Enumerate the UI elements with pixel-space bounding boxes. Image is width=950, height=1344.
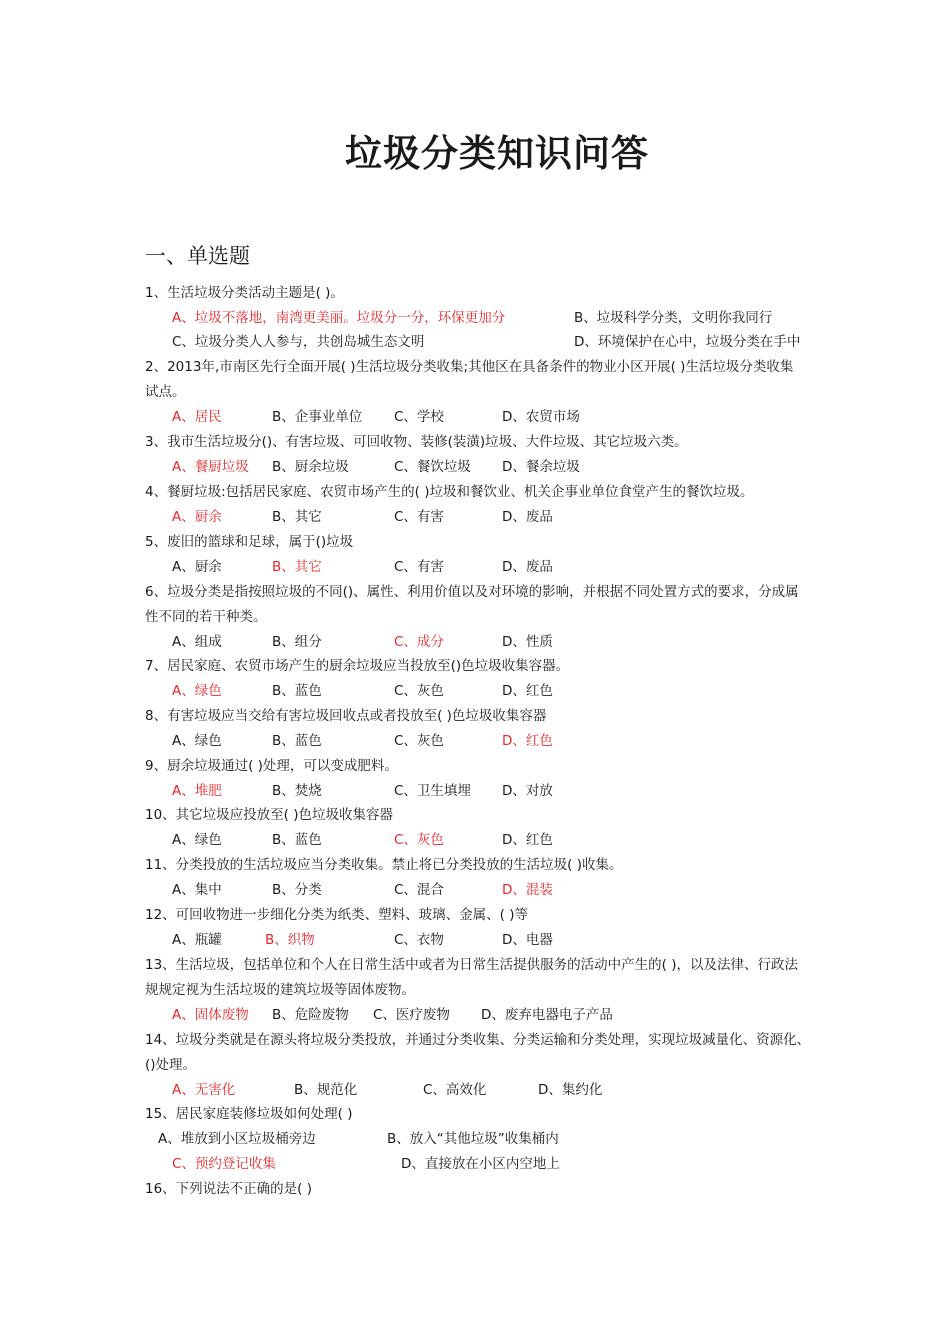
option-a: A、绿色 <box>172 832 222 848</box>
question-13: 13、生活垃圾，包括单位和个人在日常生活中或者为日常生活提供服务的活动中产生的( )，以及法律、行政法 <box>145 957 799 973</box>
section-heading: 一、单选题 <box>145 244 250 268</box>
option-b: B、蓝色 <box>272 832 322 848</box>
option-b: B、危险废物 <box>272 1007 349 1023</box>
option-b-correct: B、其它 <box>272 559 322 575</box>
option-c: C、餐饮垃圾 <box>394 459 471 475</box>
option-b: B、组分 <box>272 634 322 650</box>
option-c: C、垃圾分类人人参与，共创岛城生态文明 <box>172 334 425 350</box>
question-14: 14、垃圾分类就是在源头将垃圾分类投放，并通过分类收集、分类运输和分类处理，实现垃圾减量化、资源化、 <box>145 1032 811 1048</box>
option-a-correct: A、固体废物 <box>172 1007 249 1023</box>
option-a: A、组成 <box>172 634 222 650</box>
question-4: 4、餐厨垃圾:包括居民家庭、农贸市场产生的( )垃圾和餐饮业、机关企事业单位食堂产生的餐饮垃圾。 <box>145 484 754 500</box>
option-b: B、分类 <box>272 882 322 898</box>
question-6: 6、垃圾分类是指按照垃圾的不同()、属性、利用价值以及对环境的影响，并根据不同处置方式的要求，分成属 <box>145 584 799 600</box>
question-9: 9、厨余垃圾通过( )处理，可以变成肥料。 <box>145 758 398 774</box>
option-a: A、绿色 <box>172 733 222 749</box>
option-d: D、红色 <box>502 683 553 699</box>
option-d: D、废品 <box>502 559 553 575</box>
option-d: D、电器 <box>502 932 553 948</box>
option-b: B、放入“其他垃圾”收集桶内 <box>387 1131 559 1147</box>
option-d: D、红色 <box>502 832 553 848</box>
option-c: C、高效化 <box>423 1082 487 1098</box>
question-1: 1、生活垃圾分类活动主题是( )。 <box>145 285 344 301</box>
question-5: 5、废旧的篮球和足球，属于()垃圾 <box>145 534 354 550</box>
question-2-cont: 试点。 <box>145 384 186 400</box>
question-3: 3、我市生活垃圾分()、有害垃圾、可回收物、装修(装潢)垃圾、大件垃圾、其它垃圾六类。 <box>145 434 688 450</box>
option-a: A、厨余 <box>172 559 222 575</box>
option-c: C、灰色 <box>394 733 444 749</box>
option-c: C、混合 <box>394 882 444 898</box>
option-b: B、垃圾科学分类，文明你我同行 <box>574 310 773 326</box>
option-a-correct: A、无害化 <box>172 1082 236 1098</box>
option-c: C、医疗废物 <box>373 1007 450 1023</box>
option-b-correct: B、织物 <box>265 932 315 948</box>
document-title: 垃圾分类知识问答 <box>345 132 649 175</box>
option-b: B、规范化 <box>294 1082 358 1098</box>
option-c: C、有害 <box>394 509 444 525</box>
option-d: D、性质 <box>502 634 553 650</box>
option-d: D、直接放在小区内空地上 <box>401 1156 560 1172</box>
option-d-correct: D、红色 <box>502 733 553 749</box>
option-b: B、企事业单位 <box>272 409 363 425</box>
question-13-cont: 规规定视为生活垃圾的建筑垃圾等固体废物。 <box>145 982 415 998</box>
option-d: D、集约化 <box>538 1082 603 1098</box>
option-c: C、灰色 <box>394 683 444 699</box>
option-c: C、学校 <box>394 409 444 425</box>
option-d: D、农贸市场 <box>502 409 580 425</box>
question-14-cont: ()处理。 <box>145 1057 197 1073</box>
option-a-correct: A、绿色 <box>172 683 222 699</box>
option-b: B、蓝色 <box>272 733 322 749</box>
question-16: 16、下列说法不正确的是( ) <box>145 1181 313 1197</box>
option-c: C、衣物 <box>394 932 444 948</box>
question-12: 12、可回收物进一步细化分类为纸类、塑料、玻璃、金属、( )等 <box>145 907 529 923</box>
question-10: 10、其它垃圾应投放至( )色垃圾收集容器 <box>145 807 394 823</box>
question-6-cont: 性不同的若干种类。 <box>145 609 267 625</box>
option-c: C、卫生填埋 <box>394 783 471 799</box>
option-c: C、有害 <box>394 559 444 575</box>
option-a-correct: A、居民 <box>172 409 222 425</box>
option-b: B、蓝色 <box>272 683 322 699</box>
option-a: A、集中 <box>172 882 222 898</box>
option-b: B、厨余垃圾 <box>272 459 349 475</box>
option-b: B、其它 <box>272 509 322 525</box>
question-11: 11、分类投放的生活垃圾应当分类收集。禁止将已分类投放的生活垃圾( )收集。 <box>145 857 623 873</box>
option-d: D、废弃电器电子产品 <box>481 1007 613 1023</box>
option-c-correct: C、成分 <box>394 634 444 650</box>
option-a-correct: A、堆肥 <box>172 783 222 799</box>
option-d-correct: D、混装 <box>502 882 553 898</box>
option-d: D、废品 <box>502 509 553 525</box>
option-c-correct: C、预约登记收集 <box>172 1156 276 1172</box>
option-d: D、对放 <box>502 783 553 799</box>
option-d: D、餐余垃圾 <box>502 459 580 475</box>
question-15: 15、居民家庭装修垃圾如何处理( ) <box>145 1106 353 1122</box>
option-d: D、环境保护在心中，垃圾分类在手中 <box>574 334 801 350</box>
option-c-correct: C、灰色 <box>394 832 444 848</box>
option-a-correct: A、垃圾不落地，南湾更美丽。垃圾分一分，环保更加分 <box>172 310 506 326</box>
question-7: 7、居民家庭、农贸市场产生的厨余垃圾应当投放至()色垃圾收集容器。 <box>145 658 570 674</box>
option-a-correct: A、餐厨垃圾 <box>172 459 249 475</box>
option-a-correct: A、厨余 <box>172 509 222 525</box>
option-a: A、堆放到小区垃圾桶旁边 <box>158 1131 316 1147</box>
option-a: A、瓶罐 <box>172 932 222 948</box>
question-2: 2、2013年,市南区先行全面开展( )生活垃圾分类收集;其他区在具备条件的物业小区开展( )生活垃圾分类收集 <box>145 359 794 375</box>
option-b: B、焚烧 <box>272 783 322 799</box>
question-8: 8、有害垃圾应当交给有害垃圾回收点或者投放至( )色垃圾收集容器 <box>145 708 547 724</box>
